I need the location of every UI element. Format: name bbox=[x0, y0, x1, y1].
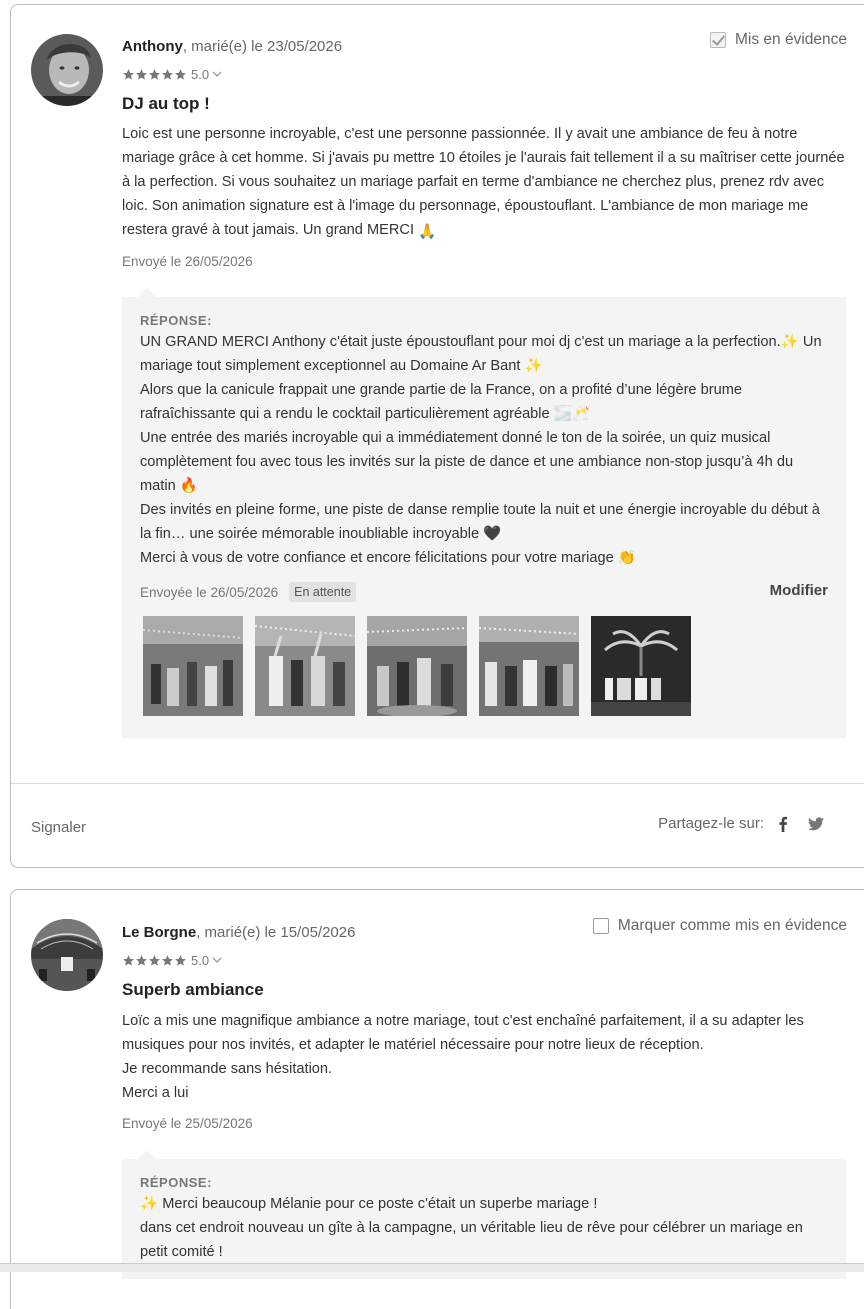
avatar bbox=[31, 34, 103, 106]
reply-sent-date: Envoyée le 26/05/2026 bbox=[140, 584, 279, 600]
reply-photo[interactable] bbox=[255, 616, 355, 716]
author-meta: , marié(e) le 15/05/2026 bbox=[196, 924, 356, 941]
star-rating-icons bbox=[122, 68, 187, 81]
reply-photo[interactable] bbox=[591, 616, 691, 716]
review-line: Loïc a mis une magnifique ambiance a notre mariage, tout c'est enchaîné parfaitement, il a su adapter les musiques pour nos invités, et adapter le matériel nécessaire pour notre lieux de réception. bbox=[122, 1013, 804, 1053]
review-title: DJ au top ! bbox=[122, 94, 210, 113]
highlight-label: Mis en évidence bbox=[734, 31, 847, 48]
highlight-toggle[interactable] bbox=[710, 31, 847, 49]
report-link[interactable]: Signaler bbox=[31, 819, 87, 836]
edit-reply-button[interactable]: Modifier bbox=[769, 582, 828, 599]
author-line bbox=[122, 38, 342, 55]
reply-line: UN GRAND MERCI Anthony c'était juste époustouflant pour moi dj c'est un mariage a la perfection.✨ Un mariage tout simplement exceptionnel au Domaine Ar Bant ✨ bbox=[140, 334, 822, 374]
reply-photos bbox=[143, 616, 828, 738]
star-rating-icons bbox=[122, 954, 187, 967]
facebook-icon[interactable] bbox=[778, 816, 788, 832]
review-text: Loic est une personne incroyable, c'est une personne passionnée. Il y avait une ambiance de feu à notre mariage grâce à cet homme. Si j'avais pu mettre 10 étoiles je l'aurais fait tellement il a su maîtriser cette journée à la perfection. Si vous souhaitez un mariage parfait en terme d'ambiance ne cherchez plus, prenez rdv avec loic. Son animation signature est à l'image du personnage, époustouflant. L'ambiance de mon mariage me restera gravé à tout jamais. Un grand MERCI bbox=[122, 126, 845, 238]
rating-value: 5.0 bbox=[191, 67, 210, 82]
avatar bbox=[31, 919, 103, 991]
reply-line: Merci à vous de votre confiance et encore félicitations pour votre mariage 👏 bbox=[140, 550, 636, 566]
status-badge: En attente bbox=[289, 582, 356, 602]
reply-label: RÉPONSE: bbox=[140, 1175, 212, 1190]
review-card bbox=[10, 4, 864, 868]
praying-hands-emoji: 🙏 bbox=[418, 224, 437, 240]
reply-line: Alors que la canicule frappait une grande partie de la France, on a profité d’une légère brume rafraîchissante qui a rendu le cocktail particulièrement agréable 🌫️🥂 bbox=[140, 382, 742, 422]
reply-text bbox=[140, 1192, 828, 1264]
author-name: Le Borgne bbox=[122, 924, 197, 941]
reply-meta bbox=[140, 582, 828, 602]
author-name: Anthony bbox=[122, 38, 183, 55]
author-line bbox=[122, 924, 355, 941]
reply-line: Des invités en pleine forme, une piste de danse remplie toute la nuit et une énergie incroyable du début à la fin… une soirée mémorable inoubliable incroyable 🖤 bbox=[140, 502, 820, 542]
share-bar bbox=[658, 815, 824, 832]
rating-value: 5.0 bbox=[191, 953, 210, 968]
reply-line: ✨ Merci beaucoup Mélanie pour ce poste c'était un superbe mariage ! bbox=[140, 1196, 598, 1212]
review-card bbox=[10, 889, 864, 1309]
reply-photo[interactable] bbox=[143, 616, 243, 716]
reply-photo[interactable] bbox=[367, 616, 467, 716]
twitter-icon[interactable] bbox=[808, 817, 824, 831]
reply-line: dans cet endroit nouveau un gîte à la campagne, un véritable lieu de rêve pour célébrer un mariage en petit comité ! bbox=[140, 1220, 803, 1260]
reply-box bbox=[122, 1159, 846, 1279]
sent-date: Envoyé le 26/05/2026 bbox=[122, 254, 253, 269]
card-divider bbox=[11, 783, 864, 784]
review-body bbox=[122, 1009, 847, 1105]
highlight-toggle[interactable] bbox=[593, 917, 847, 935]
rating[interactable] bbox=[122, 953, 222, 968]
chevron-down-icon bbox=[212, 71, 222, 78]
sent-date: Envoyé le 25/05/2026 bbox=[122, 1116, 253, 1131]
review-line: Merci a lui bbox=[122, 1085, 189, 1101]
reply-line: Une entrée des mariés incroyable qui a immédiatement donné le ton de la soirée, un quiz musical complètement fou avec tous les invités sur la piste de dance et une ambiance non-stop jusqu’à 4h du matin 🔥 bbox=[140, 430, 794, 494]
review-body bbox=[122, 122, 847, 244]
highlight-checkbox[interactable] bbox=[593, 918, 609, 934]
highlight-checkbox[interactable] bbox=[710, 32, 726, 48]
share-label: Partagez-le sur: bbox=[658, 815, 764, 832]
rating[interactable] bbox=[122, 67, 222, 82]
author-meta: , marié(e) le 23/05/2026 bbox=[182, 38, 343, 55]
reply-text bbox=[140, 330, 828, 570]
highlight-label: Marquer comme mis en évidence bbox=[617, 917, 847, 934]
reply-photo[interactable] bbox=[479, 616, 579, 716]
reply-box bbox=[122, 297, 846, 738]
review-line: Je recommande sans hésitation. bbox=[122, 1061, 333, 1077]
chevron-down-icon bbox=[212, 957, 222, 964]
review-title: Superb ambiance bbox=[122, 980, 264, 999]
reply-label: RÉPONSE: bbox=[140, 313, 212, 328]
